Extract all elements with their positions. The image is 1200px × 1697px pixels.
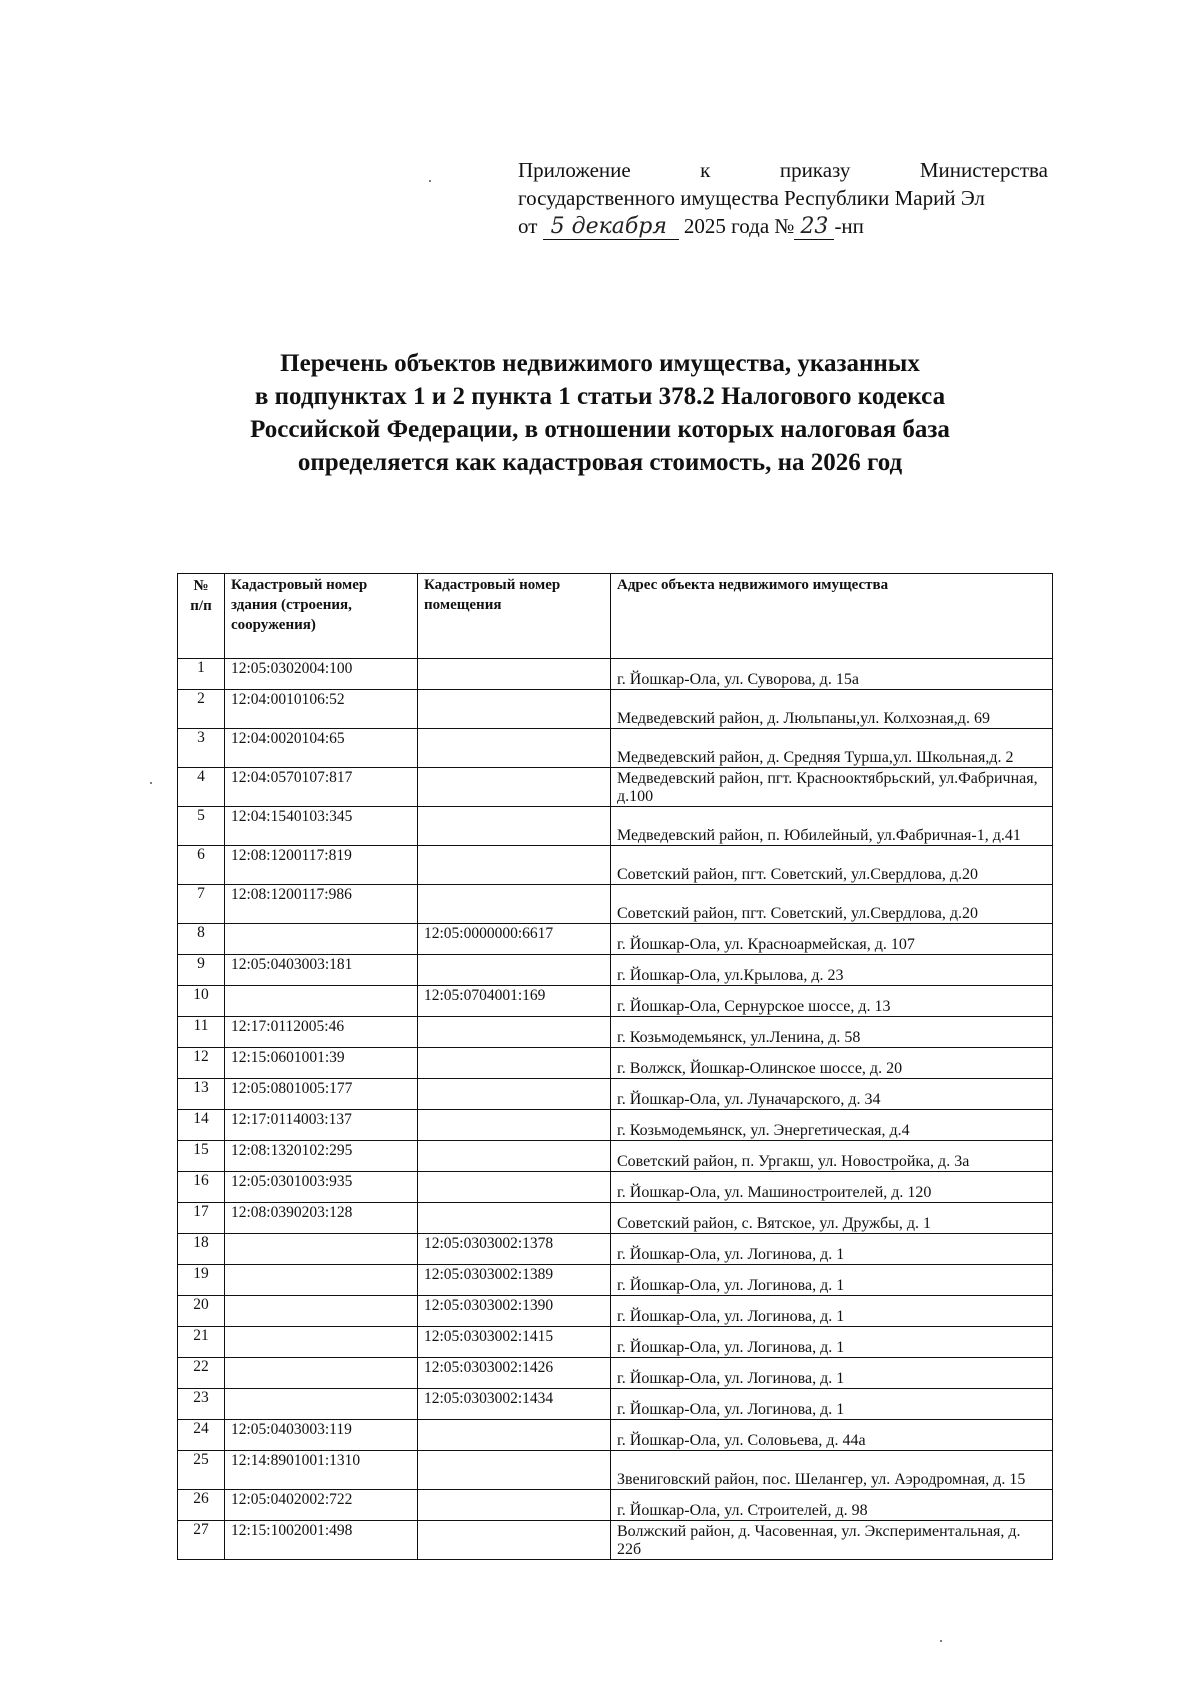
building-cadastral: 12:15:1002001:498 [225,1521,418,1560]
title-line-3: Российской Федерации, в отношении которых налоговая база [250,416,950,443]
premises-cadastral [418,729,611,768]
address: г. Козьмодемьянск, ул.Ленина, д. 58 [611,1017,1053,1048]
building-cadastral: 12:04:0010106:52 [225,690,418,729]
header-premises-line-1: Кадастровый номер [424,577,561,593]
address: г. Йошкар-Ола, ул.Крылова, д. 23 [611,955,1053,986]
building-cadastral [225,1389,418,1420]
header-premises [418,574,611,659]
building-cadastral: 12:05:0302004:100 [225,659,418,690]
address: Волжский район, д. Часовенная, ул. Экспериментальная, д. 22б [611,1521,1053,1560]
row-num: 13 [178,1079,225,1110]
premises-cadastral [418,1079,611,1110]
building-cadastral: 12:04:1540103:345 [225,807,418,846]
row-num: 15 [178,1141,225,1172]
address: г. Йошкар-Ола, ул. Логинова, д. 1 [611,1327,1053,1358]
appendix-word-1: Приложение [518,158,631,182]
scan-speck [150,782,152,784]
row-num: 25 [178,1451,225,1490]
row-num: 16 [178,1172,225,1203]
address: Советский район, п. Ургакш, ул. Новостройка, д. 3а [611,1141,1053,1172]
building-cadastral: 12:17:0114003:137 [225,1110,418,1141]
building-cadastral: 12:05:0301003:935 [225,1172,418,1203]
building-cadastral: 12:05:0403003:181 [225,955,418,986]
premises-cadastral [418,1048,611,1079]
premises-cadastral [418,1141,611,1172]
address: г. Козьмодемьянск, ул. Энергетическая, д.4 [611,1110,1053,1141]
table-row [178,986,1053,1017]
row-num: 8 [178,924,225,955]
premises-cadastral [418,1420,611,1451]
header-building [225,574,418,659]
row-num: 2 [178,690,225,729]
building-cadastral [225,1327,418,1358]
table-row [178,885,1053,924]
scan-speck [429,180,431,182]
row-num: 24 [178,1420,225,1451]
table-row [178,1079,1053,1110]
date-prefix: от [518,214,538,238]
address: г. Йошкар-Ола, ул. Соловьева, д. 44а [611,1420,1053,1451]
address: г. Йошкар-Ола, ул. Логинова, д. 1 [611,1296,1053,1327]
row-num: 21 [178,1327,225,1358]
row-num: 17 [178,1203,225,1234]
premises-cadastral [418,955,611,986]
premises-cadastral [418,768,611,807]
year-text: 2025 года № [683,214,795,238]
header-num-line-2: п/п [190,598,212,614]
row-num: 18 [178,1234,225,1265]
row-num: 27 [178,1521,225,1560]
row-num: 6 [178,846,225,885]
premises-cadastral [418,885,611,924]
table-row [178,1110,1053,1141]
table-row [178,1265,1053,1296]
table-row [178,1017,1053,1048]
handwritten-order-number: 23 [794,215,834,240]
building-cadastral: 12:14:8901001:1310 [225,1451,418,1490]
row-num: 3 [178,729,225,768]
table-row [178,1451,1053,1490]
header-building-line-2: здания (строения, [231,597,352,613]
table-row [178,1389,1053,1420]
premises-cadastral [418,1490,611,1521]
address: г. Йошкар-Ола, Сернурское шоссе, д. 13 [611,986,1053,1017]
address: г. Йошкар-Ола, ул. Логинова, д. 1 [611,1265,1053,1296]
table-row [178,924,1053,955]
row-num: 23 [178,1389,225,1420]
table-row [178,1234,1053,1265]
premises-cadastral: 12:05:0704001:169 [418,986,611,1017]
handwritten-date: 5 декабря [543,215,679,240]
building-cadastral: 12:05:0403003:119 [225,1420,418,1451]
building-cadastral [225,986,418,1017]
table-row [178,1141,1053,1172]
appendix-word-4: Министерства [919,158,1048,182]
table-row [178,690,1053,729]
order-suffix: -нп [834,214,864,238]
row-num: 1 [178,659,225,690]
address: г. Йошкар-Ола, ул. Логинова, д. 1 [611,1358,1053,1389]
premises-cadastral [418,1203,611,1234]
document-title [150,347,1050,479]
row-num: 22 [178,1358,225,1389]
address: г. Волжск, Йошкар-Олинское шоссе, д. 20 [611,1048,1053,1079]
row-num: 11 [178,1017,225,1048]
table-row [178,1203,1053,1234]
address: Медведевский район, п. Юбилейный, ул.Фабричная-1, д.41 [611,807,1053,846]
table-row [178,1521,1053,1560]
address: Советский район, пгт. Советский, ул.Свердлова, д.20 [611,846,1053,885]
building-cadastral: 12:05:0801005:177 [225,1079,418,1110]
building-cadastral [225,1358,418,1389]
address: г. Йошкар-Ола, ул. Логинова, д. 1 [611,1389,1053,1420]
row-num: 7 [178,885,225,924]
address: Советский район, с. Вятское, ул. Дружбы, д. 1 [611,1203,1053,1234]
premises-cadastral: 12:05:0303002:1415 [418,1327,611,1358]
table-row [178,729,1053,768]
premises-cadastral: 12:05:0303002:1390 [418,1296,611,1327]
building-cadastral: 12:05:0402002:722 [225,1490,418,1521]
appendix-word-3: приказу [779,158,851,182]
table-header-row [178,574,1053,659]
address: г. Йошкар-Ола, ул. Логинова, д. 1 [611,1234,1053,1265]
appendix-date-line [518,212,1048,240]
appendix-line-2: государственного имущества Республики Марий Эл [518,186,985,210]
building-cadastral [225,1265,418,1296]
premises-cadastral: 12:05:0303002:1378 [418,1234,611,1265]
appendix-line-1 [518,156,1048,184]
table-row [178,1296,1053,1327]
scan-speck [940,1640,942,1642]
header-address: Адрес объекта недвижимого имущества [611,574,1053,659]
address: г. Йошкар-Ола, ул. Машиностроителей, д. 120 [611,1172,1053,1203]
building-cadastral: 12:17:0112005:46 [225,1017,418,1048]
premises-cadastral [418,1017,611,1048]
header-num [178,574,225,659]
title-line-1: Перечень объектов недвижимого имущества, указанных [280,350,920,377]
premises-cadastral [418,659,611,690]
property-table [177,573,1053,1560]
building-cadastral [225,1234,418,1265]
table-row [178,1048,1053,1079]
building-cadastral [225,924,418,955]
table-row [178,807,1053,846]
building-cadastral: 12:08:0390203:128 [225,1203,418,1234]
premises-cadastral: 12:05:0303002:1389 [418,1265,611,1296]
row-num: 9 [178,955,225,986]
building-cadastral: 12:08:1320102:295 [225,1141,418,1172]
row-num: 10 [178,986,225,1017]
row-num: 12 [178,1048,225,1079]
building-cadastral: 12:15:0601001:39 [225,1048,418,1079]
address: Медведевский район, д. Люльпаны,ул. Колхозная,д. 69 [611,690,1053,729]
appendix-word-2: к [700,158,711,182]
row-num: 5 [178,807,225,846]
building-cadastral: 12:08:1200117:819 [225,846,418,885]
row-num: 26 [178,1490,225,1521]
table-row [178,1490,1053,1521]
title-line-2: в подпунктах 1 и 2 пункта 1 статьи 378.2 Налогового кодекса [254,383,946,410]
row-num: 4 [178,768,225,807]
address: г. Йошкар-Ола, ул. Строителей, д. 98 [611,1490,1053,1521]
address: г. Йошкар-Ола, ул. Красноармейская, д. 107 [611,924,1053,955]
table-row [178,1327,1053,1358]
row-num: 14 [178,1110,225,1141]
building-cadastral: 12:04:0570107:817 [225,768,418,807]
header-building-line-1: Кадастровый номер [231,577,368,593]
address: Звениговский район, пос. Шелангер, ул. Аэродромная, д. 15 [611,1451,1053,1490]
title-line-4: определяется как кадастровая стоимость, на 2026 год [297,449,903,476]
address: г. Йошкар-Ола, ул. Суворова, д. 15а [611,659,1053,690]
table-body [178,659,1053,1560]
table-row [178,1358,1053,1389]
building-cadastral: 12:08:1200117:986 [225,885,418,924]
premises-cadastral: 12:05:0000000:6617 [418,924,611,955]
table-row [178,768,1053,807]
table-row [178,659,1053,690]
premises-cadastral [418,1451,611,1490]
header-building-line-3: сооружения) [231,617,316,633]
row-num: 20 [178,1296,225,1327]
premises-cadastral [418,807,611,846]
premises-cadastral [418,1521,611,1560]
appendix-block [518,156,1048,240]
address: Медведевский район, пгт. Краснооктябрьский, ул.Фабричная, д.100 [611,768,1053,807]
address: г. Йошкар-Ола, ул. Луначарского, д. 34 [611,1079,1053,1110]
building-cadastral: 12:04:0020104:65 [225,729,418,768]
premises-cadastral [418,846,611,885]
header-premises-line-2: помещения [424,597,502,613]
address: Медведевский район, д. Средняя Турша,ул. Школьная,д. 2 [611,729,1053,768]
premises-cadastral [418,1172,611,1203]
building-cadastral [225,1296,418,1327]
premises-cadastral [418,1110,611,1141]
header-num-line-1: № [193,578,209,594]
table-row [178,846,1053,885]
table-row [178,1420,1053,1451]
table-row [178,1172,1053,1203]
premises-cadastral [418,690,611,729]
row-num: 19 [178,1265,225,1296]
premises-cadastral: 12:05:0303002:1434 [418,1389,611,1420]
table-row [178,955,1053,986]
premises-cadastral: 12:05:0303002:1426 [418,1358,611,1389]
address: Советский район, пгт. Советский, ул.Свердлова, д.20 [611,885,1053,924]
